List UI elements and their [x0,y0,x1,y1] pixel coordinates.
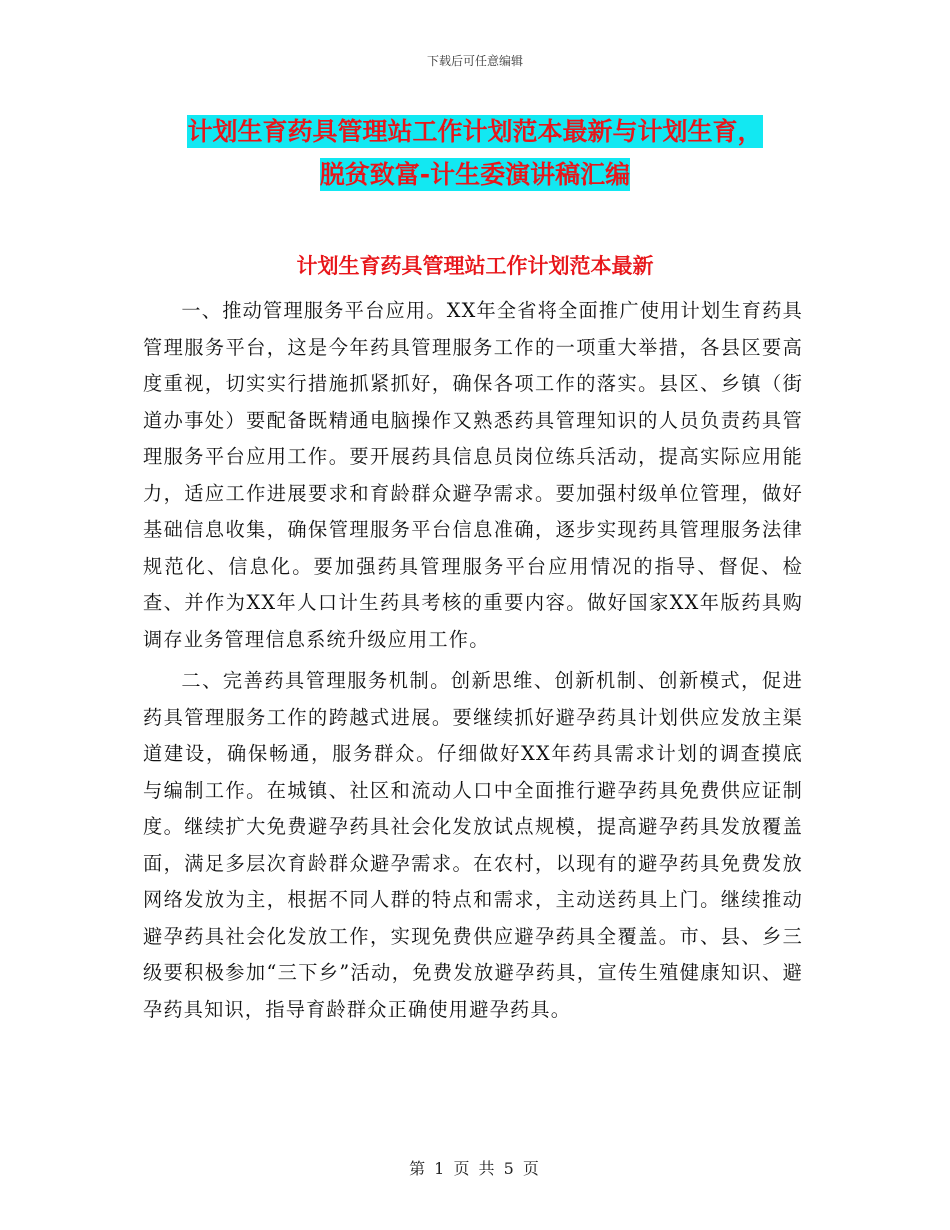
title-line-1: 计划生育药具管理站工作计划范本最新与计划生育， [187,117,763,146]
page-footer: 第 1 页 共 5 页 [409,1159,541,1178]
section-title: 计划生育药具管理站工作计划范本最新 [296,254,654,278]
document-title [140,110,810,196]
paragraph-2: 二、完善药具管理服务机制。创新思维、创新机制、创新模式，促进药具管理服务工作的跨越式进展。要继续抓好避孕药具计划供应发放主渠道建设，确保畅通，服务群众。仔细做好XX年药具需求计划的调查摸底与编制工作。在城镇、社区和流动人口中全面推行避孕药具免费供应证制度。继续扩大免费避孕药具社会化发放试点规模，提高避孕药具发放覆盖面，满足多层次育龄群众避孕需求。在农村，以现有的避孕药具免费发放网络发放为主，根据不同人群的特点和需求，主动送药具上门。继续推动避孕药具社会化发放工作，实现免费供应避孕药具全覆盖。市、县、乡三级要积极参加“三下乡”活动，免费发放避孕药具，宣传生殖健康知识、避孕药具知识，指导育龄群众正确使用避孕药具。 [143,669,803,1021]
title-line-2: 脱贫致富-计生委演讲稿汇编 [319,160,631,189]
document-body [143,293,803,1033]
page-header-note: 下载后可任意编辑 [426,54,523,68]
paragraph-1: 一、推动管理服务平台应用。XX年全省将全面推广使用计划生育药具管理服务平台，这是今年药具管理服务工作的一项重大举措，各县区要高度重视，切实实行措施抓紧抓好，确保各项工作的落实。县区、乡镇（街道办事处）要配备既精通电脑操作又熟悉药具管理知识的人员负责药具管理服务平台应用工作。要开展药具信息员岗位练兵活动，提高实际应用能力，适应工作进展要求和育龄群众避孕需求。要加强村级单位管理，做好基础信息收集，确保管理服务平台信息准确，逐步实现药具管理服务法律规范化、信息化。要加强药具管理服务平台应用情况的指导、督促、检查、并作为XX年人口计生药具考核的重要内容。做好国家XX年版药具购调存业务管理信息系统升级应用工作。 [143,299,803,651]
